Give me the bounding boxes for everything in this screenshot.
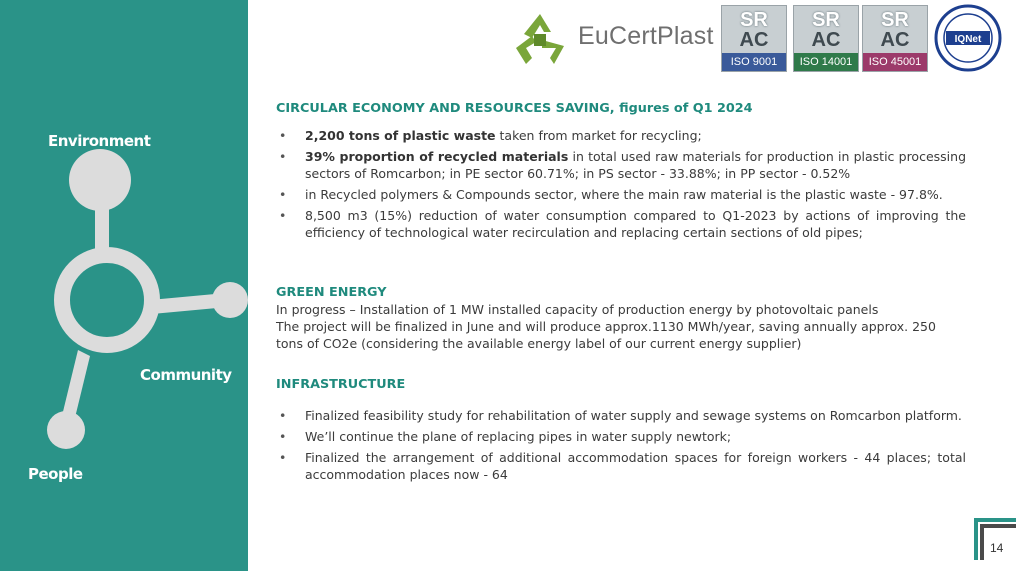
infrastructure-title: INFRASTRUCTURE [276,377,406,392]
iqnet-seal-icon [934,4,1002,72]
green-energy-section [276,284,966,352]
list-item: • We’ll continue the plane of replacing pipes in water supply newtork; [276,428,966,445]
community-stem [150,294,217,314]
community-label: Community [140,366,232,384]
sidebar-panel [0,0,248,571]
green-energy-line-2: The project will be finalized in June and will produce approx.1130 MWh/year, saving annually approx. 250 tons of CO2e (considering the available energy label of our current energy supplier) [276,319,936,351]
list-item: • 39% proportion of recycled materials in total used raw materials for production in plastic processing sectors of Romcarbon; in PE sector 60.71%; in PS sector - 33.88%; in PP sector - 0.52% [276,148,966,182]
list-item: • in Recycled polymers & Compounds sector, where the main raw material is the plastic waste - 97.8%. [276,186,966,203]
center-ring [62,255,152,345]
list-item: • 8,500 m3 (15%) reduction of water consumption compared to Q1-2023 by actions of improving the efficiency of technological water recirculation and replacing certain sections of old pipes; [276,207,966,241]
recycle-logo-icon [510,10,570,68]
environment-label: Environment [48,132,151,150]
circular-economy-section [276,100,966,245]
green-energy-line-1: In progress – Installation of 1 MW installed capacity of production energy by photovoltaic panels [276,302,879,317]
page-number: 14 [990,541,1004,555]
circular-economy-list [276,127,966,241]
iso-14001-badge: SR AC ISO 14001 [793,5,859,72]
people-node [47,411,85,449]
iso-45001-badge: SR AC ISO 45001 [862,5,928,72]
list-item: • Finalized the arrangement of additional accommodation spaces for foreign workers - 44 places; total accommodation places now - 64 [276,449,966,483]
people-label: People [28,465,83,483]
list-item: • Finalized feasibility study for rehabilitation of water supply and sewage systems on Romcarbon platform. [276,407,966,424]
pillars-diagram [0,0,248,571]
circular-economy-title: CIRCULAR ECONOMY AND RESOURCES SAVING, figures of Q1 2024 [276,101,753,116]
svg-text:IQNet: IQNet [954,34,982,45]
brand-name: EuCertPlast [578,22,714,50]
environment-node [69,149,131,211]
iso-9001-badge: SR AC ISO 9001 [721,5,787,72]
corner-bracket-icon [974,518,1018,562]
infrastructure-list [276,407,966,483]
green-energy-title: GREEN ENERGY [276,285,387,300]
infrastructure-section [276,376,966,487]
community-node [212,282,248,318]
list-item: • 2,200 tons of plastic waste taken from market for recycling; [276,127,966,144]
